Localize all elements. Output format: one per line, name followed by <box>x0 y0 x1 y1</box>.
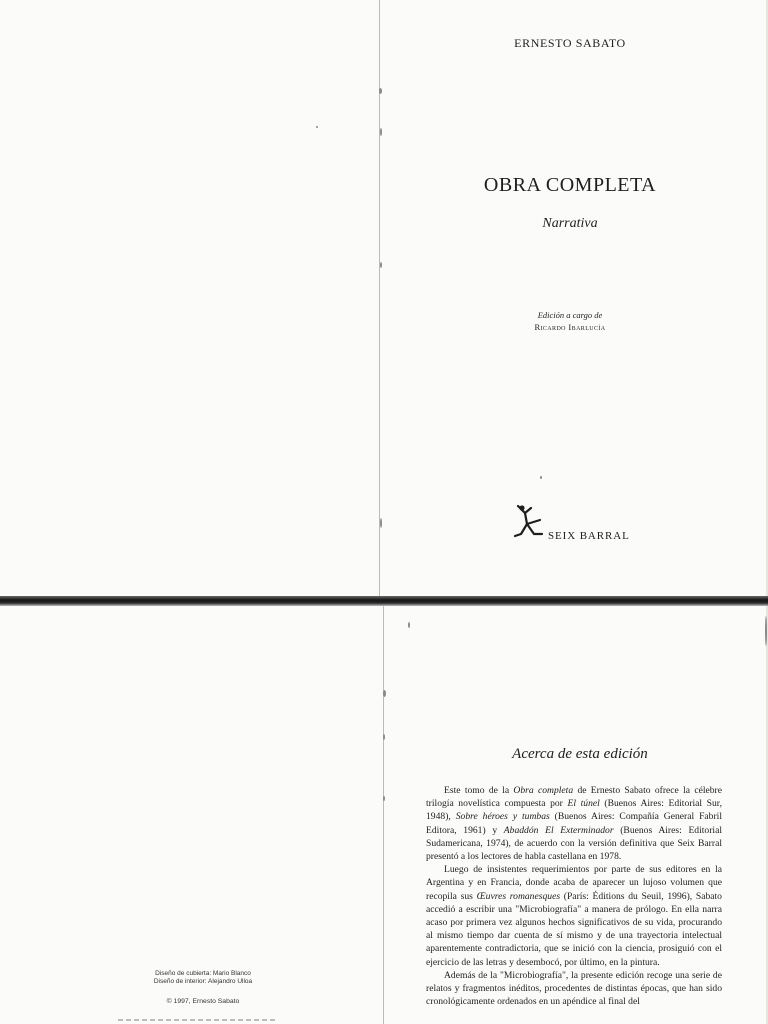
text-run: Este tomo de la <box>444 785 514 796</box>
scan-divider <box>0 596 768 606</box>
book-gutter <box>383 606 384 1024</box>
italic-title-text: Sobre héroes y tumbas <box>455 811 550 823</box>
scan-speck <box>379 88 382 94</box>
publisher-imprint <box>508 504 648 548</box>
seix-barral-runner-logo-icon <box>512 504 546 544</box>
scan-speck <box>765 616 767 646</box>
text-run: Luego de insistentes requerimientos por parte de sus editores en la Argentina y en Francia, donde acaba de aparecer un lujoso volumen que recopila sus <box>426 864 722 902</box>
text-run: Además de la "Microbiografía", la presente edición recoge una serie de relatos y fragmentos inéditos, procedentes de distintas épocas, que han sido cronológicamente ordenados en un apéndice al final del <box>426 969 722 1008</box>
copyright-notice: © 1997, Ernesto Sabato <box>166 998 240 1005</box>
scan-speck <box>408 622 410 628</box>
text-run: de Ernesto Sabato ofrece la célebre trilogía novelística compuesta por <box>426 785 723 810</box>
paragraph <box>426 784 722 863</box>
section-heading: Acerca de esta edición <box>512 746 648 762</box>
text-run: (París: Éditions du Seuil, 1996), Sabato accedió a escribir una "Microbiografía" a manera de prólogo. En ella narra acaso por primera vez algunos hechos significativos de su vida, procurando al mismo tiempo dar cuenta de sí mismo y de una trayectoria intelectual aparentemente contradictoria, que se inició con la ciencia, prosiguió con el ejercicio de las letras y desembocó, por último, en la pintura. <box>426 890 722 968</box>
paragraph <box>426 969 722 1009</box>
scan-speck <box>383 796 385 801</box>
book-title: OBRA COMPLETA <box>483 174 657 196</box>
cover-design-credit: Diseño de cubierta: Mario Blanco <box>155 970 251 977</box>
author-name: ERNESTO SABATO <box>514 36 626 50</box>
editor-name: Ricardo Ibarlucía <box>534 322 606 332</box>
scan-speck <box>383 690 386 697</box>
credits-and-edition-spread <box>0 606 768 1024</box>
interior-design-credit: Diseño de interior: Alejandro Ulloa <box>153 978 253 985</box>
book-subtitle: Narrativa <box>542 216 598 231</box>
scan-speck <box>380 262 382 268</box>
paragraph <box>426 863 722 969</box>
scan-speck <box>380 128 382 136</box>
text-run: (Buenos Aires: Editorial Sudamericana, 1974), de acuerdo con la versión definitiva que Seix Barral presentó a los lectores de habla castellana en 1978. <box>426 824 723 863</box>
text-run: (Buenos Aires: Editorial Sur, 1948), <box>426 798 722 823</box>
scan-speck <box>540 476 542 479</box>
italic-title-text: Obra completa <box>513 785 574 796</box>
edition-note: Edición a cargo de <box>537 310 603 320</box>
scan-speck <box>316 126 318 128</box>
edition-body-text <box>426 784 722 1008</box>
italic-title-text: Abaddón El Exterminador <box>503 824 614 836</box>
cut-off-text-line <box>118 1014 278 1024</box>
scan-speck <box>383 734 385 740</box>
scan-speck <box>380 518 382 528</box>
publisher-name: SEIX BARRAL <box>548 530 630 542</box>
text-run: (Buenos Aires: Compañía General Fabril Editora, 1961) y <box>426 811 722 836</box>
italic-title-text: Œuvres romanesques <box>476 890 561 902</box>
italic-title-text: El túnel <box>567 798 600 810</box>
